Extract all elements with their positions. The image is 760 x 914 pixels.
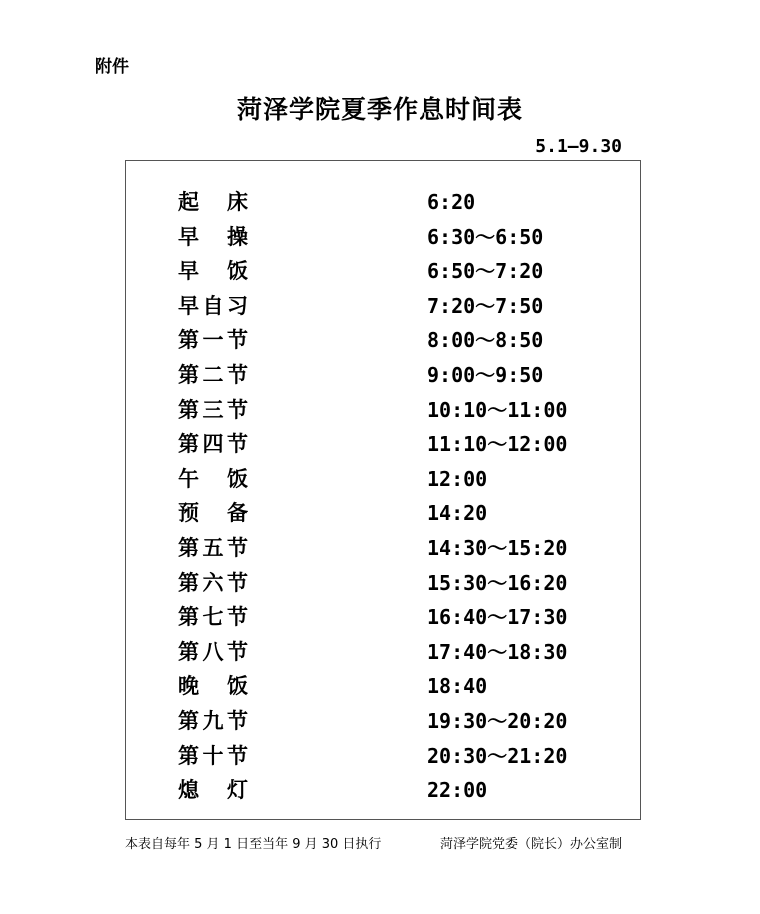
schedule-row	[126, 739, 640, 773]
activity-name: 第 七 节	[178, 605, 248, 630]
schedule-row	[126, 531, 640, 565]
activity-time: 19:30～20:20	[427, 709, 568, 733]
activity-time: 6:30～6:50	[427, 224, 544, 249]
schedule-row	[126, 773, 640, 807]
activity-time: 16:40～17:30	[427, 605, 568, 630]
activity-name: 第 八 节	[178, 639, 248, 664]
activity-time: 9:00～9:50	[427, 363, 544, 387]
activity-name: 第 二 节	[178, 363, 248, 387]
activity-name: 第 十 节	[178, 743, 248, 768]
activity-time: 7:20～7:50	[427, 293, 544, 318]
activity-name: 第 六 节	[178, 570, 248, 595]
activity-time: 22:00	[427, 778, 488, 803]
schedule-table	[125, 160, 641, 820]
activity-time: 15:30～16:20	[427, 570, 568, 595]
activity-time: 8:00～8:50	[427, 328, 544, 353]
activity-name: 熄 灯	[178, 778, 248, 803]
schedule-row	[126, 462, 640, 496]
activity-time: 14:20	[427, 501, 488, 526]
schedule-row	[126, 254, 640, 288]
date-range: 5.1—9.30	[535, 136, 622, 157]
schedule-row	[126, 323, 640, 357]
schedule-row	[126, 289, 640, 323]
activity-time: 6:50～7:20	[427, 259, 544, 284]
activity-time: 10:10～11:00	[427, 397, 568, 422]
activity-name: 第 五 节	[178, 536, 248, 560]
schedule-row	[126, 427, 640, 461]
footer-issuer: 菏泽学院党委（院长）办公室制	[440, 837, 623, 852]
schedule-row	[126, 635, 640, 669]
activity-time: 6:20	[427, 190, 476, 214]
activity-name: 第 一 节	[178, 328, 248, 353]
activity-time: 12:00	[427, 466, 488, 491]
activity-name: 午 饭	[178, 466, 248, 491]
attachment-label: 附件	[95, 57, 129, 77]
activity-name: 第 三 节	[178, 397, 248, 422]
page-title: 菏泽学院夏季作息时间表	[236, 95, 523, 124]
schedule-row	[126, 600, 640, 634]
schedule-row	[126, 669, 640, 703]
activity-name: 起 床	[178, 190, 248, 214]
schedule-row	[126, 393, 640, 427]
footer-note: 本表自每年 5 月 1 日至当年 9 月 30 日执行	[125, 837, 382, 852]
activity-name: 第 九 节	[178, 709, 248, 733]
activity-name: 早 饭	[178, 259, 248, 284]
activity-time: 11:10～12:00	[427, 432, 568, 457]
schedule-row	[126, 496, 640, 530]
schedule-row	[126, 704, 640, 738]
schedule-row	[126, 185, 640, 219]
activity-time: 14:30～15:20	[427, 536, 568, 560]
schedule-row	[126, 220, 640, 254]
activity-time: 17:40～18:30	[427, 639, 568, 664]
schedule-row	[126, 566, 640, 600]
schedule-row	[126, 358, 640, 392]
activity-name: 第 四 节	[178, 432, 248, 457]
activity-time: 20:30～21:20	[427, 743, 568, 768]
activity-name: 晚 饭	[178, 674, 248, 699]
activity-time: 18:40	[427, 674, 488, 699]
activity-name: 早 操	[178, 224, 248, 249]
activity-name: 早 自 习	[178, 293, 248, 318]
activity-name: 预 备	[178, 501, 248, 526]
